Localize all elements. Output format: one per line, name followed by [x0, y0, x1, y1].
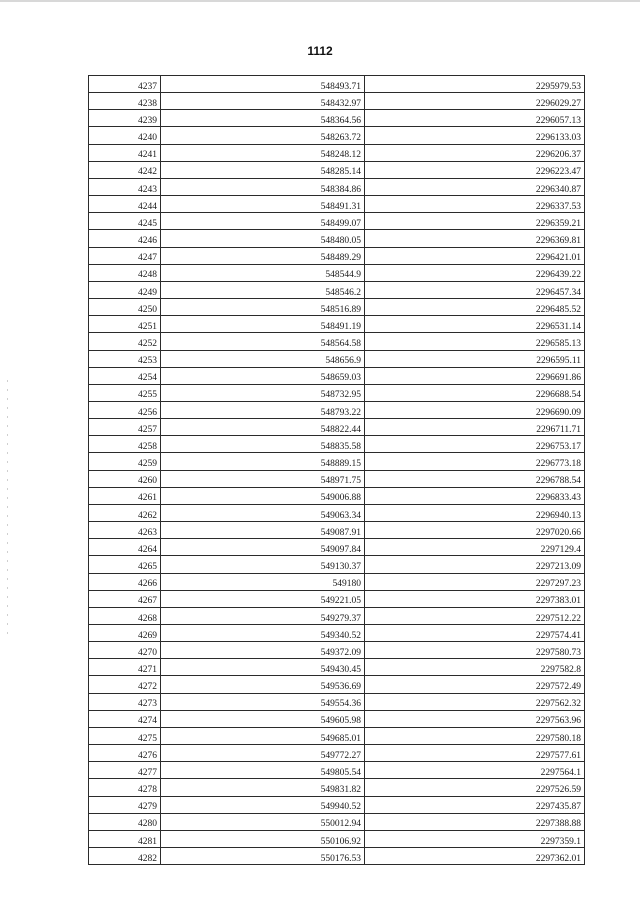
table-row	[89, 93, 585, 110]
x-coordinate-cell: 550012.94	[161, 813, 365, 830]
table-row	[89, 573, 585, 590]
y-coordinate-cell: 2297564.1	[365, 762, 585, 779]
point-id-cell: 4262	[89, 504, 161, 521]
point-id-cell: 4253	[89, 350, 161, 367]
x-coordinate-cell: 548732.95	[161, 384, 365, 401]
x-coordinate-cell: 548822.44	[161, 419, 365, 436]
table-row	[89, 522, 585, 539]
table-row	[89, 762, 585, 779]
y-coordinate-cell: 2296753.17	[365, 436, 585, 453]
point-id-cell: 4267	[89, 590, 161, 607]
table-row	[89, 504, 585, 521]
table-row	[89, 144, 585, 161]
x-coordinate-cell: 548285.14	[161, 161, 365, 178]
table-row	[89, 745, 585, 762]
y-coordinate-cell: 2297213.09	[365, 556, 585, 573]
x-coordinate-cell: 549006.88	[161, 487, 365, 504]
x-coordinate-cell: 549772.27	[161, 745, 365, 762]
table-row	[89, 642, 585, 659]
point-id-cell: 4271	[89, 659, 161, 676]
y-coordinate-cell: 2296029.27	[365, 93, 585, 110]
x-coordinate-cell: 548659.03	[161, 367, 365, 384]
x-coordinate-cell: 549940.52	[161, 796, 365, 813]
y-coordinate-cell: 2296206.37	[365, 144, 585, 161]
point-id-cell: 4245	[89, 213, 161, 230]
y-coordinate-cell: 2297362.01	[365, 848, 585, 865]
x-coordinate-cell: 548432.97	[161, 93, 365, 110]
x-coordinate-cell: 550176.53	[161, 848, 365, 865]
y-coordinate-cell: 2296688.54	[365, 384, 585, 401]
table-row	[89, 76, 585, 93]
y-coordinate-cell: 2296421.01	[365, 247, 585, 264]
x-coordinate-cell: 549130.37	[161, 556, 365, 573]
x-coordinate-cell: 549063.34	[161, 504, 365, 521]
point-id-cell: 4237	[89, 76, 161, 93]
point-id-cell: 4278	[89, 779, 161, 796]
table-row	[89, 264, 585, 281]
y-coordinate-cell: 2297129.4	[365, 539, 585, 556]
point-id-cell: 4264	[89, 539, 161, 556]
x-coordinate-cell: 548793.22	[161, 401, 365, 418]
table-row	[89, 453, 585, 470]
point-id-cell: 4277	[89, 762, 161, 779]
x-coordinate-cell: 548546.2	[161, 281, 365, 298]
y-coordinate-cell: 2297582.8	[365, 659, 585, 676]
point-id-cell: 4279	[89, 796, 161, 813]
point-id-cell: 4243	[89, 178, 161, 195]
x-coordinate-cell: 549372.09	[161, 642, 365, 659]
scan-edge	[0, 0, 640, 2]
table-row	[89, 401, 585, 418]
y-coordinate-cell: 2296711.71	[365, 419, 585, 436]
y-coordinate-cell: 2297435.87	[365, 796, 585, 813]
table-row	[89, 367, 585, 384]
point-id-cell: 4248	[89, 264, 161, 281]
x-coordinate-cell: 548364.56	[161, 110, 365, 127]
point-id-cell: 4252	[89, 333, 161, 350]
point-id-cell: 4274	[89, 710, 161, 727]
point-id-cell: 4282	[89, 848, 161, 865]
y-coordinate-cell: 2297297.23	[365, 573, 585, 590]
table-row	[89, 556, 585, 573]
point-id-cell: 4241	[89, 144, 161, 161]
point-id-cell: 4280	[89, 813, 161, 830]
y-coordinate-cell: 2296057.13	[365, 110, 585, 127]
coordinates-table-body	[89, 76, 585, 865]
table-row	[89, 350, 585, 367]
table-row	[89, 693, 585, 710]
point-id-cell: 4261	[89, 487, 161, 504]
x-coordinate-cell: 548889.15	[161, 453, 365, 470]
point-id-cell: 4281	[89, 830, 161, 847]
table-row	[89, 384, 585, 401]
x-coordinate-cell: 548499.07	[161, 213, 365, 230]
x-coordinate-cell: 548835.58	[161, 436, 365, 453]
y-coordinate-cell: 2296690.09	[365, 401, 585, 418]
x-coordinate-cell: 549097.84	[161, 539, 365, 556]
y-coordinate-cell: 2296585.13	[365, 333, 585, 350]
y-coordinate-cell: 2297388.88	[365, 813, 585, 830]
table-row	[89, 230, 585, 247]
scan-margin-marks	[7, 380, 8, 640]
x-coordinate-cell: 549279.37	[161, 607, 365, 624]
y-coordinate-cell: 2296133.03	[365, 127, 585, 144]
table-row	[89, 539, 585, 556]
y-coordinate-cell: 2297383.01	[365, 590, 585, 607]
table-row	[89, 247, 585, 264]
point-id-cell: 4256	[89, 401, 161, 418]
y-coordinate-cell: 2296940.13	[365, 504, 585, 521]
x-coordinate-cell: 548263.72	[161, 127, 365, 144]
x-coordinate-cell: 549685.01	[161, 727, 365, 744]
table-row	[89, 110, 585, 127]
y-coordinate-cell: 2296833.43	[365, 487, 585, 504]
x-coordinate-cell: 549221.05	[161, 590, 365, 607]
table-row	[89, 419, 585, 436]
table-row	[89, 127, 585, 144]
x-coordinate-cell: 549805.54	[161, 762, 365, 779]
table-row	[89, 436, 585, 453]
table-row	[89, 281, 585, 298]
x-coordinate-cell: 549554.36	[161, 693, 365, 710]
table-row	[89, 213, 585, 230]
point-id-cell: 4270	[89, 642, 161, 659]
y-coordinate-cell: 2296485.52	[365, 299, 585, 316]
x-coordinate-cell: 548489.29	[161, 247, 365, 264]
point-id-cell: 4268	[89, 607, 161, 624]
point-id-cell: 4244	[89, 196, 161, 213]
point-id-cell: 4258	[89, 436, 161, 453]
point-id-cell: 4265	[89, 556, 161, 573]
y-coordinate-cell: 2296359.21	[365, 213, 585, 230]
x-coordinate-cell: 548516.89	[161, 299, 365, 316]
y-coordinate-cell: 2297020.66	[365, 522, 585, 539]
x-coordinate-cell: 548491.31	[161, 196, 365, 213]
point-id-cell: 4238	[89, 93, 161, 110]
x-coordinate-cell: 549536.69	[161, 676, 365, 693]
y-coordinate-cell: 2296223.47	[365, 161, 585, 178]
y-coordinate-cell: 2297580.18	[365, 727, 585, 744]
point-id-cell: 4276	[89, 745, 161, 762]
x-coordinate-cell: 548971.75	[161, 470, 365, 487]
x-coordinate-cell: 548480.05	[161, 230, 365, 247]
x-coordinate-cell: 548544.9	[161, 264, 365, 281]
y-coordinate-cell: 2296457.34	[365, 281, 585, 298]
page-number: 1112	[307, 44, 333, 58]
point-id-cell: 4273	[89, 693, 161, 710]
x-coordinate-cell: 549180	[161, 573, 365, 590]
table-row	[89, 299, 585, 316]
point-id-cell: 4251	[89, 316, 161, 333]
table-row	[89, 470, 585, 487]
table-row	[89, 590, 585, 607]
table-row	[89, 625, 585, 642]
point-id-cell: 4260	[89, 470, 161, 487]
x-coordinate-cell: 549831.82	[161, 779, 365, 796]
y-coordinate-cell: 2297572.49	[365, 676, 585, 693]
point-id-cell: 4242	[89, 161, 161, 178]
point-id-cell: 4254	[89, 367, 161, 384]
x-coordinate-cell: 548564.58	[161, 333, 365, 350]
x-coordinate-cell: 548656.9	[161, 350, 365, 367]
point-id-cell: 4239	[89, 110, 161, 127]
y-coordinate-cell: 2296788.54	[365, 470, 585, 487]
point-id-cell: 4272	[89, 676, 161, 693]
table-row	[89, 316, 585, 333]
y-coordinate-cell: 2296531.14	[365, 316, 585, 333]
y-coordinate-cell: 2297580.73	[365, 642, 585, 659]
x-coordinate-cell: 549605.98	[161, 710, 365, 727]
y-coordinate-cell: 2296340.87	[365, 178, 585, 195]
point-id-cell: 4247	[89, 247, 161, 264]
x-coordinate-cell: 549430.45	[161, 659, 365, 676]
y-coordinate-cell: 2297562.32	[365, 693, 585, 710]
point-id-cell: 4257	[89, 419, 161, 436]
point-id-cell: 4263	[89, 522, 161, 539]
table-row	[89, 196, 585, 213]
y-coordinate-cell: 2297574.41	[365, 625, 585, 642]
table-row	[89, 813, 585, 830]
coordinates-table	[88, 75, 585, 865]
table-row	[89, 178, 585, 195]
y-coordinate-cell: 2297577.61	[365, 745, 585, 762]
x-coordinate-cell: 548491.19	[161, 316, 365, 333]
x-coordinate-cell: 549087.91	[161, 522, 365, 539]
x-coordinate-cell: 550106.92	[161, 830, 365, 847]
y-coordinate-cell: 2296439.22	[365, 264, 585, 281]
table-row	[89, 796, 585, 813]
table-row	[89, 607, 585, 624]
y-coordinate-cell: 2297526.59	[365, 779, 585, 796]
point-id-cell: 4269	[89, 625, 161, 642]
y-coordinate-cell: 2296595.11	[365, 350, 585, 367]
y-coordinate-cell: 2296369.81	[365, 230, 585, 247]
point-id-cell: 4275	[89, 727, 161, 744]
table-row	[89, 848, 585, 865]
table-row	[89, 727, 585, 744]
table-row	[89, 676, 585, 693]
point-id-cell: 4240	[89, 127, 161, 144]
y-coordinate-cell: 2296337.53	[365, 196, 585, 213]
table-row	[89, 830, 585, 847]
x-coordinate-cell: 548493.71	[161, 76, 365, 93]
point-id-cell: 4246	[89, 230, 161, 247]
table-row	[89, 779, 585, 796]
x-coordinate-cell: 548384.86	[161, 178, 365, 195]
x-coordinate-cell: 548248.12	[161, 144, 365, 161]
table-row	[89, 659, 585, 676]
point-id-cell: 4250	[89, 299, 161, 316]
y-coordinate-cell: 2295979.53	[365, 76, 585, 93]
y-coordinate-cell: 2296773.18	[365, 453, 585, 470]
point-id-cell: 4266	[89, 573, 161, 590]
table-row	[89, 333, 585, 350]
y-coordinate-cell: 2297359.1	[365, 830, 585, 847]
point-id-cell: 4259	[89, 453, 161, 470]
table-row	[89, 710, 585, 727]
table-row	[89, 161, 585, 178]
y-coordinate-cell: 2296691.86	[365, 367, 585, 384]
table-row	[89, 487, 585, 504]
y-coordinate-cell: 2297563.96	[365, 710, 585, 727]
y-coordinate-cell: 2297512.22	[365, 607, 585, 624]
point-id-cell: 4249	[89, 281, 161, 298]
x-coordinate-cell: 549340.52	[161, 625, 365, 642]
point-id-cell: 4255	[89, 384, 161, 401]
